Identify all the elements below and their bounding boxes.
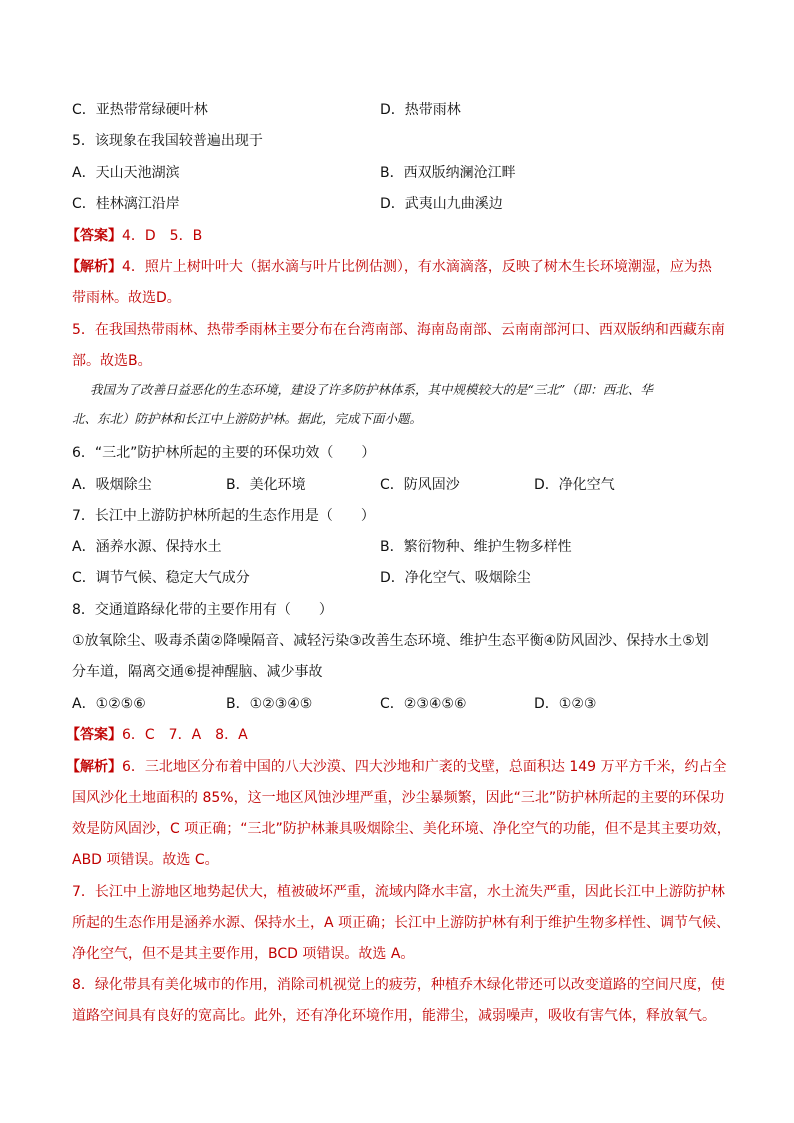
q4-option-c: C．亚热带常绿硬叶林: [72, 102, 208, 118]
analysis-2-line-4: ABD 项错误。故选 C。: [72, 852, 219, 868]
analysis-tag: 【解析】: [66, 759, 122, 775]
q7-option-a: A．涵养水源、保持水土: [72, 539, 222, 555]
analysis-2-line-7: 净化空气，但不是其主要作用，BCD 项错误。故选 A。: [72, 946, 415, 962]
analysis-2-line-1: [66, 757, 727, 777]
q5-option-a: A．天山天池湖滨: [72, 165, 180, 181]
answer-tag: 【答案】: [66, 727, 122, 743]
analysis-1-line-1: [66, 257, 722, 277]
passage-line-1: 我国为了改善日益恶化的生态环境，建设了许多防护林体系，其中规模较大的是“三北”（即：西北、华: [90, 382, 653, 397]
q7-option-c: C．调节气候、稳定大气成分: [72, 570, 250, 586]
answer-text: 6．C 7．A 8．A: [122, 727, 248, 743]
q6-option-b: B．美化环境: [226, 477, 306, 493]
q8-option-b: B．①②③④⑤: [226, 696, 313, 712]
analysis-text: 4．照片上树叶叶大（据水滴与叶片比例估测），有水滴滴落，反映了树木生长环境潮湿，应为热: [122, 259, 712, 275]
q5-option-b: B．西双版纳澜沧江畔: [380, 165, 516, 181]
answer-tag: 【答案】: [66, 228, 122, 244]
q7-stem: 7．长江中上游防护林所起的生态作用是（ ）: [72, 508, 375, 524]
q8-option-a: A．①②⑤⑥: [72, 696, 146, 712]
q4-option-d: D．热带雨林: [380, 102, 461, 118]
q6-option-c: C．防风固沙: [380, 477, 460, 493]
q8-option-c: C．②③④⑤⑥: [380, 696, 467, 712]
analysis-1-line-4: 部。故选B。: [72, 353, 152, 369]
q8-items-line-1: ①放氧除尘、吸毒杀菌②降噪隔音、减轻污染③改善生态环境、维护生态平衡④防风固沙、保持水土⑤划: [72, 633, 709, 649]
analysis-2-line-6: 所起的生态作用是涵养水源、保持水土，A 项正确；长江中上游防护林有利于维护生物多样性、调节气候、: [72, 915, 731, 931]
analysis-1-line-3: 5．在我国热带雨林、热带季雨林主要分布在台湾南部、海南岛南部、云南南部河口、西双版纳和西藏东南: [72, 322, 725, 338]
q5-stem: 5．该现象在我国较普遍出现于: [72, 133, 263, 149]
q7-option-b: B．繁衍物种、维护生物多样性: [380, 539, 572, 555]
analysis-2-line-2: 国风沙化土地面积的 85%，这一地区风蚀沙埋严重，沙尘暴频繁，因此“三北”防护林所起的主要的环保功: [72, 790, 725, 806]
q8-items-line-2: 分车道，隔离交通⑥提神醒脑、减少事故: [72, 664, 323, 680]
q6-option-a: A．吸烟除尘: [72, 477, 152, 493]
q5-option-c: C．桂林漓江沿岸: [72, 196, 180, 212]
answer-1: [66, 226, 722, 246]
q5-option-d: D．武夷山九曲溪边: [380, 196, 503, 212]
analysis-2-line-8: 8．绿化带具有美化城市的作用，消除司机视觉上的疲劳，种植乔木绿化带还可以改变道路的空间尺度，使: [72, 977, 725, 993]
answer-2: [66, 725, 722, 745]
passage-line-2: 北、东北）防护林和长江中上游防护林。据此，完成下面小题。: [72, 411, 423, 426]
q8-stem: 8．交通道路绿化带的主要作用有（ ）: [72, 602, 333, 618]
q7-option-d: D．净化空气、吸烟除尘: [380, 570, 531, 586]
analysis-text: 6．三北地区分布着中国的八大沙漠、四大沙地和广袤的戈壁，总面积达 149 万平方千米，约占全: [122, 759, 727, 775]
analysis-2-line-5: 7．长江中上游地区地势起伏大，植被破坏严重，流域内降水丰富，水土流失严重，因此长江中上游防护林: [72, 884, 725, 900]
q6-option-d: D．净化空气: [534, 477, 615, 493]
analysis-tag: 【解析】: [66, 259, 122, 275]
analysis-2-line-3: 效是防风固沙，C 项正确；“三北”防护林兼具吸烟除尘、美化环境、净化空气的功能，但不是其主要功效，: [72, 821, 731, 837]
answer-text: 4．D 5．B: [122, 228, 203, 244]
q6-stem: 6．“三北”防护林所起的主要的环保功效（ ）: [72, 445, 376, 461]
analysis-1-line-2: 带雨林。故选D。: [72, 290, 181, 306]
analysis-2-line-9: 道路空间具有良好的宽高比。此外，还有净化环境作用，能滞尘，减弱噪声，吸收有害气体，释放氧气。: [72, 1008, 716, 1024]
q8-option-d: D．①②③: [534, 696, 597, 712]
